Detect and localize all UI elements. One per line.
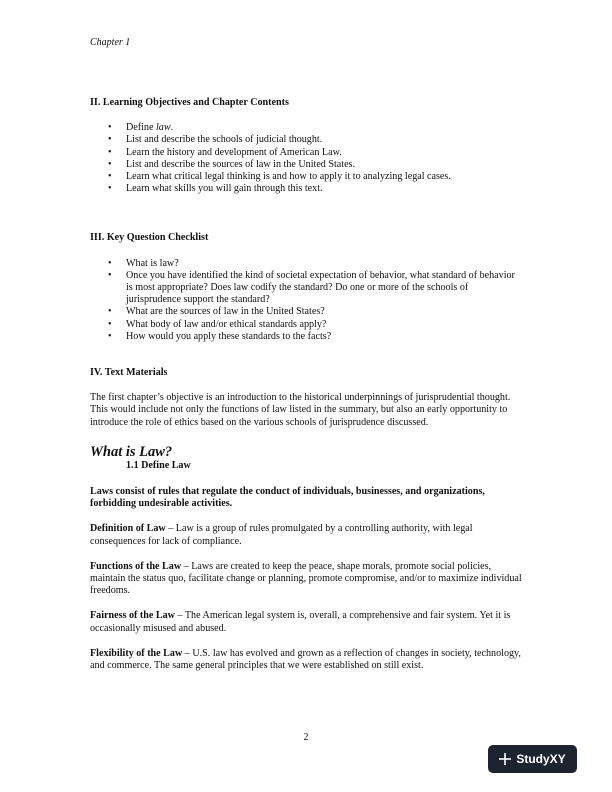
- definition-paragraph: [90, 561, 522, 598]
- key-questions-list: [90, 258, 522, 343]
- definition-term: Definition of Law: [90, 523, 166, 535]
- plus-icon: [499, 753, 511, 765]
- definition-text: – Laws are created to keep the peace, shape morals, promote social policies, maintain the status quo, facilitate change or planning, promote compromise, and/or to maximize individual freedoms.: [90, 560, 522, 597]
- define-law-subheading: 1.1 Define Law: [126, 459, 191, 471]
- list-item: • Learn the history and development of American Law.: [90, 147, 522, 159]
- text-materials-paragraph: The first chapter’s objective is an introduction to the historical underpinnings of jurisprudential thought. This would include not only the functions of law listed in the summary, but also an early opportunity to introduce the role of ethics based on the various schools of jurisprudence discussed.: [90, 392, 511, 428]
- list-item: • Once you have identified the kind of societal expectation of behavior, what standard of behavior is most appropriate? Does law codify the standard? Do one or more of the schools of jurisprudence support the standard?: [90, 270, 522, 307]
- key-questions-heading: III. Key Question Checklist: [90, 232, 209, 244]
- learning-objectives-list: [90, 122, 522, 195]
- definition-text: – The American legal system is, overall, a comprehensive and fair system. Yet it is occasionally misused and abused.: [90, 610, 511, 634]
- list-item: • List and describe the schools of judicial thought.: [90, 134, 522, 146]
- text-materials-heading: IV. Text Materials: [90, 367, 168, 379]
- definition-paragraph: [90, 610, 522, 634]
- definition-term: Functions of the Law: [90, 560, 182, 572]
- list-item: • How would you apply these standards to the facts?: [90, 331, 522, 343]
- studyxy-badge[interactable]: [488, 745, 577, 773]
- list-item: • What is law?: [90, 258, 522, 270]
- definition-paragraph: [90, 523, 522, 547]
- law-summary: Laws consist of rules that regulate the conduct of individuals, businesses, and organizations, forbidding undesirable activities.: [90, 486, 485, 510]
- definition-text: – Law is a group of rules promulgated by a controlling authority, with legal consequences for lack of compliance.: [90, 523, 473, 547]
- list-item: • Define law.: [90, 122, 522, 134]
- definition-term: Fairness of the Law: [90, 610, 175, 622]
- learning-objectives-heading: II. Learning Objectives and Chapter Contents: [90, 97, 289, 108]
- definition-text: – U.S. law has evolved and grown as a reflection of changes in society, technology, and commerce. The same general principles that we were established on still exist.: [90, 647, 521, 672]
- page-number: 2: [303, 732, 309, 743]
- list-item: • Learn what skills you will gain through this text.: [90, 183, 522, 195]
- definition-paragraph: [90, 648, 522, 672]
- list-item: • List and describe the sources of law in the United States.: [90, 159, 522, 171]
- list-item: • What are the sources of law in the United States?: [90, 306, 522, 318]
- definition-term: Flexibility of the Law: [90, 647, 183, 659]
- badge-label: StudyXY: [516, 752, 566, 766]
- list-item: • What body of law and/or ethical standards apply?: [90, 319, 522, 331]
- list-item: • Learn what critical legal thinking is and how to apply it to analyzing legal cases.: [90, 171, 522, 183]
- page-content: [90, 97, 522, 672]
- running-header: Chapter 1: [90, 37, 131, 48]
- what-is-law-heading: What is Law?: [90, 443, 173, 460]
